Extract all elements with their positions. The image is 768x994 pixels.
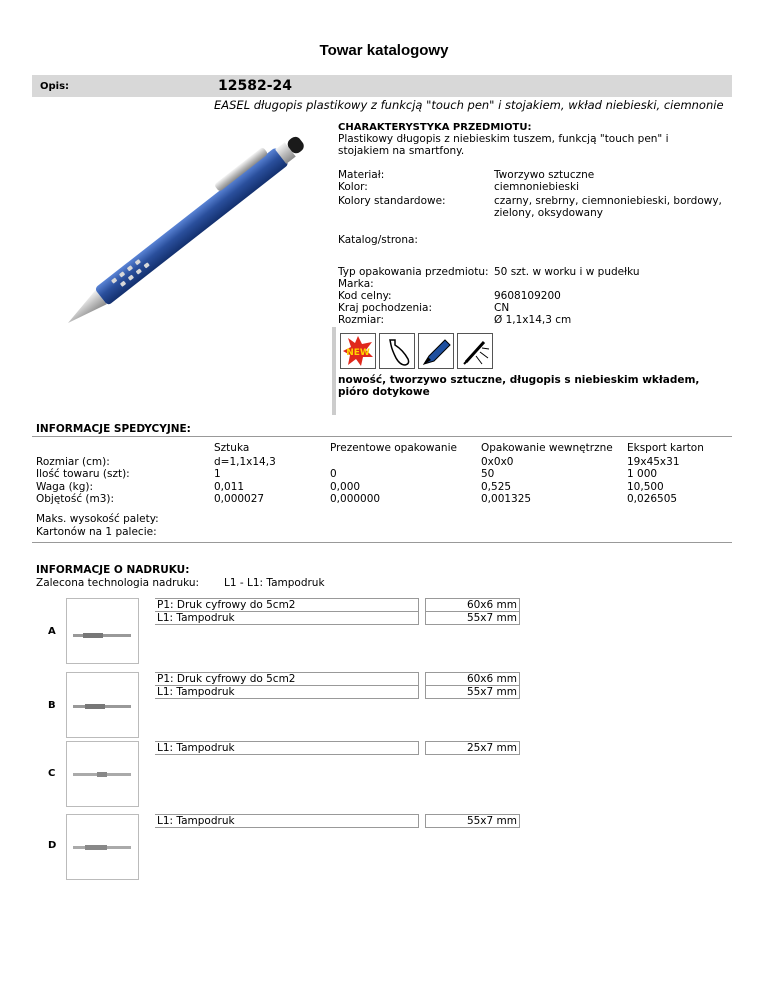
- print-position-c-methods: [155, 741, 419, 755]
- cell-inner-weight: 0,525: [481, 481, 512, 493]
- product-code: 12582-24: [218, 78, 292, 94]
- print-position-c-letter: C: [48, 768, 56, 779]
- print-position-b-thumbnail: [66, 672, 139, 738]
- material-label: Materiał:: [338, 169, 385, 181]
- color-label: Kolor:: [338, 181, 368, 193]
- plastic-bottle-icon: [379, 333, 415, 369]
- packaging-type-value: 50 szt. w worku i w pudełku: [494, 266, 640, 278]
- print-position-a-methods: [155, 598, 419, 625]
- col-header-unit: Sztuka: [214, 442, 250, 454]
- print-position-d-sizes: [425, 814, 520, 828]
- print-size: 55x7 mm: [426, 612, 519, 625]
- print-position-a-sizes: [425, 598, 520, 625]
- cell-gift-weight: 0,000: [330, 481, 361, 493]
- print-method: P1: Druk cyfrowy do 5cm2: [155, 673, 418, 686]
- print-position-c-thumbnail: [66, 741, 139, 807]
- description-header-bar: [32, 75, 732, 97]
- pen-tip: [62, 290, 106, 330]
- cell-export-size: 19x45x31: [627, 456, 680, 468]
- packaging-type-label: Typ opakowania przedmiotu:: [338, 266, 489, 278]
- row-label-size: Rozmiar (cm):: [36, 456, 110, 468]
- brand-label: Marka:: [338, 278, 374, 290]
- cell-inner-quantity: 50: [481, 468, 495, 480]
- opis-label: Opis:: [40, 81, 70, 92]
- print-position-d-letter: D: [48, 840, 57, 851]
- cell-export-volume: 0,026505: [627, 493, 678, 505]
- product-description: EASEL długopis plastikowy z funkcją "touch pen" i stojakiem, wkład niebieski, ciemnonie: [214, 98, 724, 112]
- print-position-a-thumbnail: [66, 598, 139, 664]
- blue-refill-icon: [418, 333, 454, 369]
- svg-text:NEW: NEW: [346, 348, 370, 358]
- print-size: 60x6 mm: [426, 673, 519, 686]
- print-position-b-sizes: [425, 672, 520, 699]
- print-position-d-methods: [155, 814, 419, 828]
- size-value: Ø 1,1x14,3 cm: [494, 314, 572, 326]
- print-size: 55x7 mm: [426, 686, 519, 699]
- recommended-tech-value: L1 - L1: Tampodruk: [224, 577, 325, 589]
- standard-colors-value: czarny, srebrny, ciemnoniebieski, bordowy, zielony, oksydowany: [494, 195, 722, 219]
- col-header-inner-box: Opakowanie wewnętrzne: [481, 442, 613, 454]
- print-size: 55x7 mm: [426, 815, 519, 828]
- cell-inner-volume: 0,001325: [481, 493, 532, 505]
- characteristics-text: Plastikowy długopis z niebieskim tuszem, funkcją "touch pen" i stojakiem na smartfony.: [338, 133, 669, 157]
- printing-divider: [32, 542, 732, 543]
- shipping-heading: INFORMACJE SPEDYCYJNE:: [36, 423, 191, 435]
- printing-heading: INFORMACJE O NADRUKU:: [36, 564, 190, 576]
- cell-export-weight: 10,500: [627, 481, 664, 493]
- print-method: P1: Druk cyfrowy do 5cm2: [155, 599, 418, 612]
- print-method: L1: Tampodruk: [155, 742, 418, 755]
- recommended-tech-label: Zalecona technologia nadruku:: [36, 577, 200, 589]
- customs-code-label: Kod celny:: [338, 290, 392, 302]
- feature-list: nowość, tworzywo sztuczne, długopis s niebieskim wkładem, pióro dotykowe: [338, 374, 700, 398]
- standard-colors-label: Kolory standardowe:: [338, 195, 446, 207]
- cell-unit-quantity: 1: [214, 468, 221, 480]
- pallet-height-label: Maks. wysokość palety:: [36, 513, 159, 525]
- cell-unit-weight: 0,011: [214, 481, 245, 493]
- origin-country-value: CN: [494, 302, 510, 314]
- features-divider: [332, 327, 336, 415]
- col-header-gift-box: Prezentowe opakowanie: [330, 442, 457, 454]
- row-label-quantity: Ilość towaru (szt):: [36, 468, 130, 480]
- cell-unit-size: d=1,1x14,3: [214, 456, 276, 468]
- print-position-c-sizes: [425, 741, 520, 755]
- print-size: 25x7 mm: [426, 742, 519, 755]
- row-label-volume: Objętość (m3):: [36, 493, 115, 505]
- cell-inner-size: 0x0x0: [481, 456, 514, 468]
- cell-gift-volume: 0,000000: [330, 493, 381, 505]
- print-size: 60x6 mm: [426, 599, 519, 612]
- print-method: L1: Tampodruk: [155, 815, 418, 828]
- catalog-page-label: Katalog/strona:: [338, 234, 418, 246]
- cell-gift-quantity: 0: [330, 468, 337, 480]
- cartons-per-pallet-label: Kartonów na 1 palecie:: [36, 526, 157, 538]
- material-value: Tworzywo sztuczne: [494, 169, 595, 181]
- product-image: [40, 125, 330, 340]
- page-title: Towar katalogowy: [319, 42, 449, 59]
- print-position-a-letter: A: [48, 626, 56, 637]
- cell-unit-volume: 0,000027: [214, 493, 265, 505]
- print-method: L1: Tampodruk: [155, 612, 418, 625]
- print-position-d-thumbnail: [66, 814, 139, 880]
- size-label: Rozmiar:: [338, 314, 385, 326]
- print-method: L1: Tampodruk: [155, 686, 418, 699]
- print-position-b-letter: B: [48, 700, 56, 711]
- touch-pen-icon: [457, 333, 493, 369]
- customs-code-value: 9608109200: [494, 290, 561, 302]
- new-badge-icon: [340, 333, 376, 369]
- row-label-weight: Waga (kg):: [36, 481, 94, 493]
- color-value: ciemnoniebieski: [494, 181, 579, 193]
- shipping-divider: [32, 436, 732, 437]
- print-position-b-methods: [155, 672, 419, 699]
- col-header-export-carton: Eksport karton: [627, 442, 704, 454]
- cell-export-quantity: 1 000: [627, 468, 658, 480]
- characteristics-heading: CHARAKTERYSTYKA PRZEDMIOTU:: [338, 122, 532, 133]
- origin-country-label: Kraj pochodzenia:: [338, 302, 433, 314]
